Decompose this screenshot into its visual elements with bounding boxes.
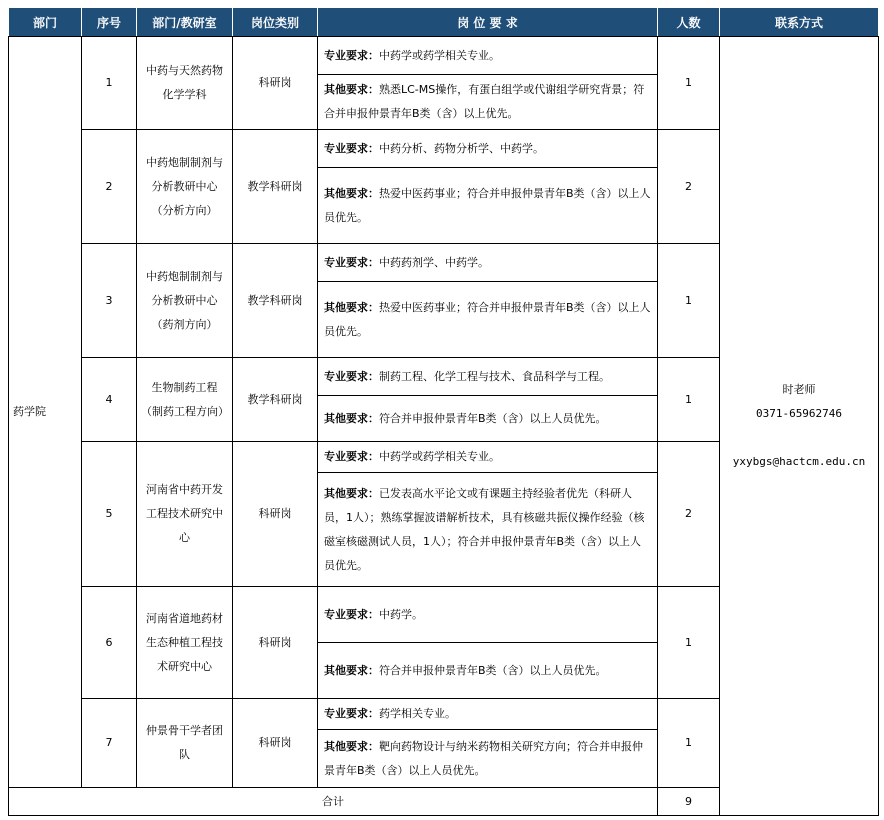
seq-cell: 1 — [82, 37, 137, 130]
count-cell: 2 — [658, 442, 720, 587]
header-count: 人数 — [658, 8, 720, 37]
unit-cell: 仲景骨干学者团队 — [137, 699, 233, 788]
count-cell: 1 — [658, 587, 720, 699]
other-requirement — [318, 396, 658, 442]
category-cell: 教学科研岗 — [233, 244, 318, 358]
contact-phone: 0371-65962746 — [755, 407, 843, 420]
other-text: 热爱中医药事业；符合并申报仲景青年B类（含）以上人员优先。 — [324, 300, 651, 338]
major-text: 药学相关专业。 — [379, 707, 456, 720]
header-unit: 部门/教研室 — [137, 8, 233, 37]
other-requirement — [318, 730, 658, 788]
major-text: 中药分析、药物分析学、中药学。 — [379, 141, 544, 155]
other-label: 其他要求： — [324, 739, 379, 753]
unit-cell: 生物制药工程（制药工程方向） — [137, 358, 233, 442]
header-requirement: 岗 位 要 求 — [318, 8, 658, 37]
major-text: 中药学或药学相关专业。 — [379, 48, 500, 62]
seq-cell: 4 — [82, 358, 137, 442]
contact-person: 时老师 — [782, 383, 816, 396]
major-requirement — [318, 358, 658, 396]
other-label: 其他要求： — [324, 300, 379, 314]
major-text: 中药药剂学、中药学。 — [379, 255, 489, 269]
major-requirement — [318, 699, 658, 730]
category-cell: 教学科研岗 — [233, 358, 318, 442]
other-label: 其他要求： — [324, 186, 379, 200]
major-label: 专业要求： — [324, 607, 379, 621]
count-cell: 2 — [658, 130, 720, 244]
header-dept: 部门 — [9, 8, 82, 37]
other-text: 已发表高水平论文或有课题主持经验者优先（科研人员，1人）；熟练掌握波谱解析技术，具有核磁共振仪操作经验（核磁室核磁测试人员，1人）；符合并申报仲景青年B类（含）以上人员优先。 — [324, 486, 645, 572]
unit-cell: 河南省道地药材生态种植工程技术研究中心 — [137, 587, 233, 699]
category-cell: 教学科研岗 — [233, 130, 318, 244]
major-label: 专业要求： — [324, 48, 379, 62]
total-count: 9 — [658, 788, 720, 816]
major-label: 专业要求： — [324, 141, 379, 155]
other-text: 靶向药物设计与纳米药物相关研究方向；符合并申报仲景青年B类（含）以上人员优先。 — [324, 739, 643, 777]
seq-cell: 7 — [82, 699, 137, 788]
unit-cell: 河南省中药开发工程技术研究中心 — [137, 442, 233, 587]
major-requirement — [318, 130, 658, 168]
category-cell: 科研岗 — [233, 587, 318, 699]
major-label: 专业要求： — [324, 255, 379, 269]
other-requirement — [318, 168, 658, 244]
count-cell: 1 — [658, 37, 720, 130]
other-text: 热爱中医药事业；符合并申报仲景青年B类（含）以上人员优先。 — [324, 186, 651, 224]
major-requirement — [318, 37, 658, 75]
major-requirement — [318, 244, 658, 282]
other-requirement — [318, 473, 658, 587]
major-text: 制药工程、化学工程与技术、食品科学与工程。 — [379, 369, 610, 383]
other-requirement — [318, 282, 658, 358]
seq-cell: 2 — [82, 130, 137, 244]
unit-cell: 中药炮制制剂与分析教研中心（药剂方向） — [137, 244, 233, 358]
major-label: 专业要求： — [324, 450, 379, 463]
other-label: 其他要求： — [324, 83, 379, 96]
recruitment-table — [8, 7, 879, 816]
count-cell: 1 — [658, 699, 720, 788]
major-label: 专业要求： — [324, 369, 379, 383]
category-cell: 科研岗 — [233, 37, 318, 130]
department-cell: 药学院 — [9, 37, 82, 788]
seq-cell: 5 — [82, 442, 137, 587]
other-text: 符合并申报仲景青年B类（含）以上人员优先。 — [379, 411, 607, 425]
other-requirement — [318, 643, 658, 699]
header-seq: 序号 — [82, 8, 137, 37]
count-cell: 1 — [658, 358, 720, 442]
category-cell: 科研岗 — [233, 442, 318, 587]
category-cell: 科研岗 — [233, 699, 318, 788]
contact-cell — [720, 37, 879, 816]
unit-cell: 中药与天然药物化学学科 — [137, 37, 233, 130]
header-contact: 联系方式 — [720, 8, 879, 37]
other-label: 其他要求： — [324, 411, 379, 425]
other-label: 其他要求： — [324, 486, 379, 500]
unit-cell: 中药炮制制剂与分析教研中心（分析方向） — [137, 130, 233, 244]
major-text: 中药学。 — [379, 607, 423, 621]
header-category: 岗位类别 — [233, 8, 318, 37]
seq-cell: 6 — [82, 587, 137, 699]
table-row — [9, 37, 879, 75]
seq-cell: 3 — [82, 244, 137, 358]
major-requirement — [318, 442, 658, 473]
count-cell: 1 — [658, 244, 720, 358]
other-label: 其他要求： — [324, 663, 379, 677]
major-requirement — [318, 587, 658, 643]
major-label: 专业要求： — [324, 707, 379, 720]
header-row — [9, 8, 879, 37]
contact-email: yxybgs@hactcm.edu.cn — [732, 455, 866, 468]
total-label: 合计 — [9, 788, 658, 816]
other-requirement — [318, 75, 658, 130]
other-text: 符合并申报仲景青年B类（含）以上人员优先。 — [379, 663, 607, 677]
other-text: 熟悉LC-MS操作，有蛋白组学或代谢组学研究背景；符合并申报仲景青年B类（含）以上优先。 — [324, 83, 645, 120]
major-text: 中药学或药学相关专业。 — [379, 450, 500, 463]
